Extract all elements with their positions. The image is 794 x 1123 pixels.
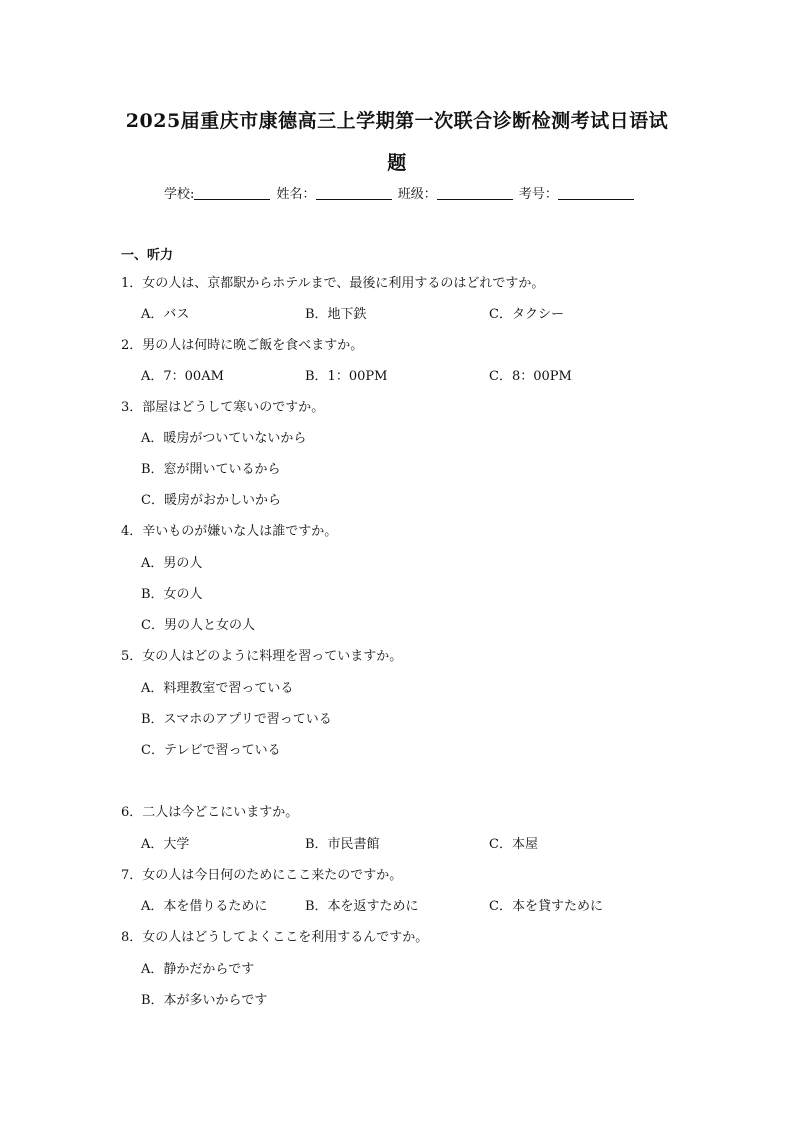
q6-option-b: B．市民書館 bbox=[305, 837, 380, 852]
class-field[interactable] bbox=[437, 187, 513, 200]
question-5: 5．女の人はどのように料理を習っていますか。 bbox=[121, 649, 403, 664]
question-2: 2．男の人は何時に晩ご飯を食べますか。 bbox=[121, 338, 364, 353]
q2-option-a: A．7：00AM bbox=[141, 369, 224, 384]
question-1: 1．女の人は、京都駅からホテルまで、最後に利用するのはどれですか。 bbox=[121, 276, 545, 291]
school-field[interactable] bbox=[194, 187, 270, 200]
q1-option-a: A．バス bbox=[141, 307, 190, 322]
document-title-continued: 题 bbox=[387, 152, 407, 174]
q4-option-a: A．男の人 bbox=[141, 556, 203, 571]
q3-option-a: A．暖房がついていないから bbox=[141, 431, 307, 446]
q2-option-c: C．8：00PM bbox=[489, 369, 572, 384]
question-6: 6．二人は今どこにいますか。 bbox=[121, 805, 299, 820]
q4-option-b: B．女の人 bbox=[141, 587, 203, 602]
name-field[interactable] bbox=[316, 187, 392, 200]
q1-option-c: C．タクシー bbox=[489, 307, 564, 322]
section-heading: 一、听力 bbox=[121, 248, 174, 263]
document-title: 2025届重庆市康德高三上学期第一次联合诊断检测考试日语试 bbox=[125, 110, 669, 132]
name-label: 姓名： bbox=[276, 187, 316, 202]
q3-option-b: B．窓が開いているから bbox=[141, 462, 281, 477]
q5-option-b: B．スマホのアプリで習っている bbox=[141, 712, 332, 727]
question-3: 3．部屋はどうして寒いのですか。 bbox=[121, 400, 325, 415]
question-4: 4．辛いものが嫌いな人は誰ですか。 bbox=[121, 524, 338, 539]
q5-option-a: A．料理教室で習っている bbox=[141, 681, 294, 696]
class-label: 班级： bbox=[397, 187, 437, 202]
student-info-line bbox=[164, 183, 636, 202]
q6-option-a: A．大学 bbox=[141, 837, 190, 852]
school-label: 学校: bbox=[164, 187, 195, 202]
question-7: 7．女の人は今日何のためにここ来たのですか。 bbox=[121, 868, 403, 883]
q8-option-b: B．本が多いからです bbox=[141, 993, 268, 1008]
q4-option-c: C．男の人と女の人 bbox=[141, 618, 255, 633]
q7-option-b: B．本を返すために bbox=[305, 899, 419, 914]
exam-number-field[interactable] bbox=[558, 187, 634, 200]
q1-option-b: B．地下鉄 bbox=[305, 307, 367, 322]
q7-option-a: A．本を借りるために bbox=[141, 899, 268, 914]
question-8: 8．女の人はどうしてよくここを利用するんですか。 bbox=[121, 930, 429, 945]
exam-number-label: 考号： bbox=[518, 187, 558, 202]
q6-option-c: C．本屋 bbox=[489, 837, 538, 852]
q7-option-c: C．本を貸すために bbox=[489, 899, 603, 914]
q3-option-c: C．暖房がおかしいから bbox=[141, 493, 281, 508]
q2-option-b: B．1：00PM bbox=[305, 369, 388, 384]
q5-option-c: C．テレビで習っている bbox=[141, 743, 281, 758]
q8-option-a: A．静かだからです bbox=[141, 962, 255, 977]
